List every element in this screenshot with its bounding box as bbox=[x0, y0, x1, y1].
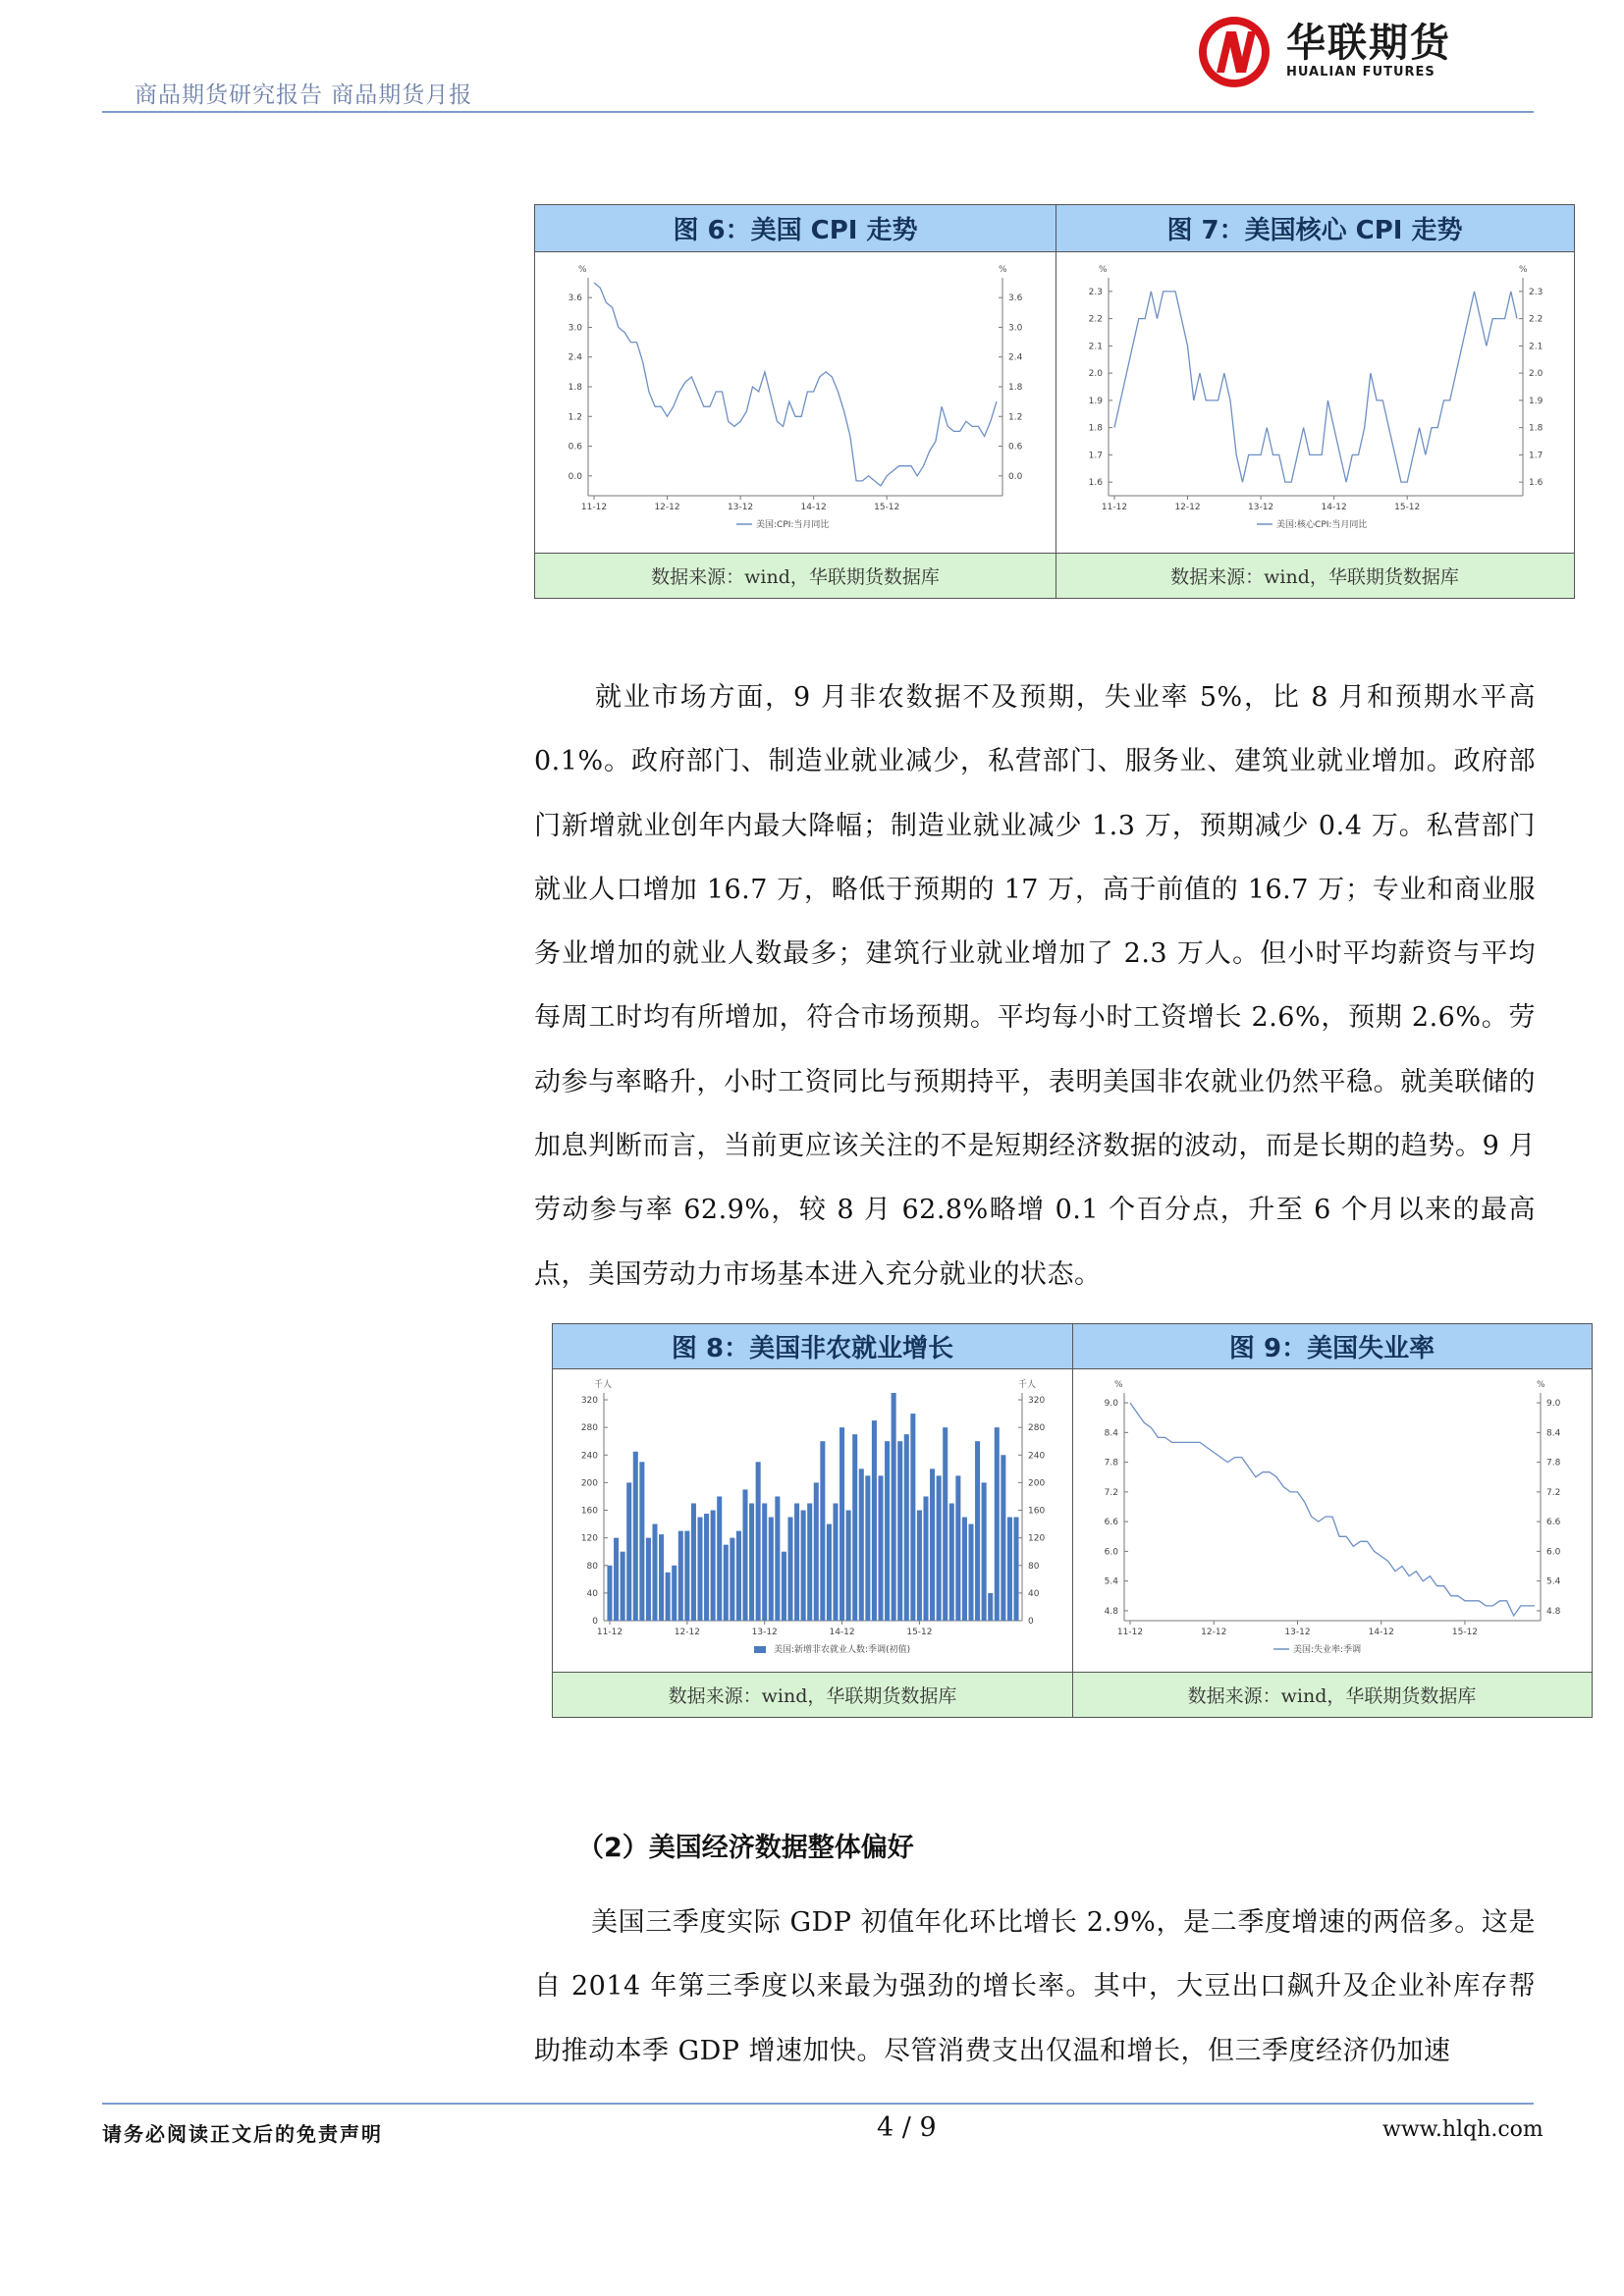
page-number: 4 / 9 bbox=[877, 2112, 937, 2143]
bar bbox=[614, 1538, 619, 1621]
y-tick-label-right: 1.7 bbox=[1529, 451, 1543, 461]
y-tick-label-right: 1.6 bbox=[1529, 478, 1543, 489]
logo-company-name-en: HUALIAN FUTURES bbox=[1286, 65, 1435, 80]
bar bbox=[626, 1482, 631, 1621]
y-tick-label-right: 0.0 bbox=[1008, 471, 1023, 482]
y-tick-label-left: 3.0 bbox=[568, 323, 582, 334]
y-tick-label-right: 9.0 bbox=[1546, 1399, 1561, 1410]
x-tick-label: 11-12 bbox=[596, 1628, 623, 1637]
y-tick-label-left: 2.3 bbox=[1088, 287, 1103, 297]
x-tick-label: 12-12 bbox=[1201, 1628, 1227, 1637]
bar bbox=[937, 1475, 942, 1621]
nonfarm-svg bbox=[561, 1375, 1065, 1670]
table-divider bbox=[1072, 1324, 1073, 1717]
bar bbox=[865, 1475, 870, 1621]
fig9-title: 图 9：美国失业率 bbox=[1072, 1324, 1592, 1369]
fig8-source: 数据来源：wind，华联期货数据库 bbox=[553, 1672, 1072, 1717]
bar bbox=[955, 1475, 960, 1621]
bar bbox=[652, 1524, 657, 1621]
bar bbox=[717, 1496, 722, 1621]
y-tick-label-right: 40 bbox=[1028, 1588, 1040, 1599]
bar bbox=[962, 1518, 967, 1621]
bar bbox=[646, 1538, 651, 1621]
bar bbox=[633, 1452, 638, 1621]
bar bbox=[787, 1518, 792, 1621]
bar bbox=[878, 1475, 883, 1621]
y-tick-label-left: 320 bbox=[580, 1396, 598, 1407]
series-line bbox=[1130, 1403, 1535, 1616]
y-tick-label-left: 120 bbox=[580, 1533, 598, 1544]
y-tick-label-left: 1.8 bbox=[1088, 423, 1103, 434]
bar bbox=[775, 1496, 780, 1621]
bar bbox=[827, 1524, 832, 1621]
footer-divider bbox=[102, 2103, 1534, 2105]
legend-label: 美国:核心CPI:当月同比 bbox=[1276, 520, 1368, 530]
footer-website-link[interactable]: www.hlqh.com bbox=[1382, 2117, 1543, 2142]
y-tick-label-right: 7.2 bbox=[1546, 1487, 1561, 1498]
y-tick-label-right: 200 bbox=[1028, 1478, 1046, 1489]
bar bbox=[872, 1420, 877, 1621]
figure-table-employment bbox=[552, 1323, 1593, 1718]
y-tick-label-left: 1.2 bbox=[568, 412, 582, 423]
bar bbox=[794, 1503, 799, 1621]
y-tick-label-left: 0 bbox=[592, 1617, 598, 1627]
fig6-title: 图 6：美国 CPI 走势 bbox=[535, 205, 1056, 252]
x-tick-label: 12-12 bbox=[674, 1628, 700, 1637]
bar bbox=[982, 1482, 987, 1621]
bar bbox=[782, 1552, 786, 1621]
x-tick-label: 13-12 bbox=[751, 1628, 778, 1637]
y-tick-label-right: 1.9 bbox=[1529, 396, 1543, 406]
header-divider bbox=[102, 111, 1534, 113]
x-tick-label: 15-12 bbox=[874, 503, 900, 512]
y-tick-label-right: 1.2 bbox=[1008, 412, 1023, 423]
legend-label: 美国:CPI:当月同比 bbox=[756, 520, 830, 530]
unit-label-left: 千人 bbox=[594, 1380, 613, 1390]
figure-table-cpi bbox=[534, 204, 1575, 599]
y-tick-label-right: 8.4 bbox=[1546, 1428, 1561, 1439]
y-tick-label-left: 200 bbox=[580, 1478, 598, 1489]
unit-label-right: % bbox=[1519, 265, 1528, 275]
bar bbox=[995, 1427, 1000, 1621]
y-tick-label-left: 6.6 bbox=[1104, 1518, 1118, 1528]
x-tick-label: 15-12 bbox=[1394, 503, 1421, 512]
y-tick-label-left: 7.2 bbox=[1104, 1487, 1118, 1498]
core_cpi-svg bbox=[1065, 260, 1566, 545]
y-tick-label-right: 2.1 bbox=[1529, 342, 1543, 352]
bar bbox=[975, 1441, 980, 1621]
y-tick-label-left: 7.8 bbox=[1104, 1458, 1118, 1468]
unit-label-left: % bbox=[1114, 1380, 1123, 1390]
bar bbox=[1013, 1518, 1018, 1621]
y-tick-label-right: 120 bbox=[1028, 1533, 1046, 1544]
fig7-source: 数据来源：wind，华联期货数据库 bbox=[1056, 553, 1574, 598]
y-tick-label-left: 2.2 bbox=[1088, 314, 1103, 325]
y-tick-label-right: 6.0 bbox=[1546, 1547, 1561, 1558]
bar bbox=[621, 1552, 625, 1621]
unit-label-left: % bbox=[578, 265, 587, 275]
bar bbox=[801, 1511, 806, 1621]
y-tick-label-left: 80 bbox=[586, 1561, 598, 1572]
x-tick-label: 14-12 bbox=[800, 503, 827, 512]
bar bbox=[839, 1427, 844, 1621]
employment-paragraph-text: 就业市场方面，9 月非农数据不及预期，失业率 5%，比 8 月和预期水平高 0.1%。政府部门、制造业就业减少，私营部门、服务业、建筑业就业增加。政府部门新增就业创年内最大降幅；制造业就业减少 1.3 万，预期减少 0.4 万。私营部门就业人口增加 16.7 万，略低于预期的 17 万，高于前值的 16.7 万；专业和商业服务业增加的就业人数最多；建筑行业就业增加了 2.3 万人。但小时平均薪资与平均每周工时均有所增加，符合市场预期。平均每小时工资增长 2.6%，预期 2.6%。劳动参与率略升，小时工资同比与预期持平，表明美国非农就业仍然平稳。就美联储的加息判断而言，当前更应该关注的不是短期经济数据的波动，而是长期的趋势。9 月劳动参与率 62.9%，较 8 月 62.8%略增 0.1 个百分点，升至 6 个月以来的最高点，美国劳动力市场基本进入充分就业的状态。 bbox=[534, 682, 1536, 1290]
bar bbox=[666, 1573, 671, 1621]
fig8-title: 图 8：美国非农就业增长 bbox=[553, 1324, 1072, 1369]
y-tick-label-right: 2.3 bbox=[1529, 287, 1543, 297]
y-tick-label-left: 3.6 bbox=[568, 294, 582, 304]
unit-label-right: 千人 bbox=[1018, 1380, 1037, 1390]
x-tick-label: 13-12 bbox=[1284, 1628, 1311, 1637]
y-tick-label-right: 160 bbox=[1028, 1506, 1046, 1517]
y-tick-label-left: 40 bbox=[586, 1588, 598, 1599]
bar bbox=[704, 1514, 709, 1621]
y-tick-label-right: 1.8 bbox=[1529, 423, 1543, 434]
x-tick-label: 11-12 bbox=[1116, 1628, 1144, 1637]
x-tick-label: 15-12 bbox=[906, 1628, 933, 1637]
section-heading: （2）美国经济数据整体偏好 bbox=[577, 1833, 914, 1863]
x-tick-label: 14-12 bbox=[829, 1628, 855, 1637]
bar bbox=[736, 1531, 741, 1621]
y-tick-label-left: 2.0 bbox=[1088, 369, 1103, 380]
x-tick-label: 13-12 bbox=[728, 503, 754, 512]
y-tick-label-left: 8.4 bbox=[1104, 1428, 1118, 1439]
chart-cpi bbox=[545, 260, 1046, 545]
y-tick-label-right: 4.8 bbox=[1546, 1606, 1561, 1617]
bar bbox=[769, 1518, 774, 1621]
bar bbox=[904, 1434, 909, 1621]
bar bbox=[1007, 1518, 1012, 1621]
unit-label-right: % bbox=[1537, 1380, 1545, 1390]
y-tick-label-right: 0.6 bbox=[1008, 442, 1023, 453]
y-tick-label-right: 7.8 bbox=[1546, 1458, 1561, 1468]
y-tick-label-left: 1.7 bbox=[1088, 451, 1103, 461]
fig7-title: 图 7：美国核心 CPI 走势 bbox=[1056, 205, 1574, 252]
unit-label-right: % bbox=[999, 265, 1007, 275]
y-tick-label-left: 5.4 bbox=[1104, 1576, 1118, 1587]
x-tick-label: 15-12 bbox=[1451, 1628, 1479, 1637]
bar bbox=[910, 1414, 915, 1621]
x-tick-label: 11-12 bbox=[1101, 503, 1128, 512]
y-tick-label-right: 240 bbox=[1028, 1451, 1046, 1462]
fig6-source: 数据来源：wind，华联期货数据库 bbox=[535, 553, 1056, 598]
unit-label-left: % bbox=[1099, 265, 1108, 275]
bar bbox=[639, 1462, 644, 1621]
logo-company-name-cn: 华联期货 bbox=[1286, 21, 1451, 66]
y-tick-label-left: 280 bbox=[580, 1423, 598, 1434]
bar bbox=[1001, 1455, 1005, 1621]
bar bbox=[672, 1566, 677, 1621]
legend-swatch bbox=[754, 1646, 766, 1653]
chart-core-cpi bbox=[1065, 260, 1566, 545]
bar bbox=[943, 1427, 947, 1621]
y-tick-label-right: 6.6 bbox=[1546, 1518, 1561, 1528]
bar bbox=[885, 1441, 890, 1621]
header-report-title: 商品期货研究报告 商品期货月报 bbox=[135, 82, 473, 108]
x-tick-label: 12-12 bbox=[1174, 503, 1201, 512]
x-tick-label: 11-12 bbox=[580, 503, 608, 512]
cpi-svg bbox=[545, 260, 1046, 545]
bar bbox=[859, 1468, 864, 1621]
bar bbox=[917, 1511, 922, 1621]
x-tick-label: 14-12 bbox=[1368, 1628, 1394, 1637]
bar bbox=[684, 1531, 689, 1621]
bar bbox=[833, 1503, 838, 1621]
x-tick-label: 12-12 bbox=[654, 503, 680, 512]
chart-unemployment bbox=[1081, 1375, 1584, 1670]
bar bbox=[678, 1531, 683, 1621]
fig9-source: 数据来源：wind，华联期货数据库 bbox=[1072, 1672, 1592, 1717]
bar bbox=[762, 1503, 767, 1621]
bar bbox=[724, 1545, 729, 1621]
y-tick-label-left: 1.8 bbox=[568, 383, 582, 393]
chart-nonfarm bbox=[561, 1375, 1065, 1670]
y-tick-label-left: 4.8 bbox=[1104, 1606, 1118, 1617]
bar bbox=[711, 1511, 716, 1621]
y-tick-label-right: 1.8 bbox=[1008, 383, 1023, 393]
bar bbox=[814, 1482, 819, 1621]
gdp-paragraph bbox=[534, 1891, 1536, 2083]
bar bbox=[691, 1503, 696, 1621]
y-tick-label-right: 80 bbox=[1028, 1561, 1040, 1572]
y-tick-label-right: 320 bbox=[1028, 1396, 1046, 1407]
y-tick-label-right: 5.4 bbox=[1546, 1576, 1561, 1587]
y-tick-label-right: 2.4 bbox=[1008, 352, 1023, 363]
bar bbox=[607, 1566, 612, 1621]
bar bbox=[730, 1538, 734, 1621]
bar bbox=[923, 1496, 928, 1621]
y-tick-label-right: 280 bbox=[1028, 1423, 1046, 1434]
bar bbox=[807, 1503, 812, 1621]
bar bbox=[930, 1468, 935, 1621]
y-tick-label-left: 0.6 bbox=[568, 442, 582, 453]
y-tick-label-left: 2.1 bbox=[1088, 342, 1103, 352]
y-tick-label-right: 3.6 bbox=[1008, 294, 1023, 304]
employment-paragraph bbox=[534, 666, 1536, 1307]
gdp-paragraph-text: 美国三季度实际 GDP 初值年化环比增长 2.9%，是二季度增速的两倍多。这是自 2014 年第三季度以来最为强劲的增长率。其中，大豆出口飙升及企业补库存帮助推动本季 GDP 增速加快。尽管消费支出仅温和增长，但三季度经济仍加速 bbox=[534, 1907, 1536, 2066]
y-tick-label-right: 2.2 bbox=[1529, 314, 1543, 325]
y-tick-label-left: 1.9 bbox=[1088, 396, 1103, 406]
bar bbox=[659, 1534, 664, 1621]
y-tick-label-left: 2.4 bbox=[568, 352, 582, 363]
series-line bbox=[594, 283, 997, 486]
bar bbox=[852, 1434, 857, 1621]
y-tick-label-right: 0 bbox=[1028, 1617, 1034, 1627]
bar bbox=[892, 1393, 896, 1621]
bar bbox=[949, 1503, 954, 1621]
y-tick-label-left: 240 bbox=[580, 1451, 598, 1462]
legend-label: 美国:失业率:季调 bbox=[1293, 1645, 1362, 1655]
bar bbox=[697, 1518, 702, 1621]
bar bbox=[756, 1462, 761, 1621]
y-tick-label-left: 9.0 bbox=[1104, 1399, 1118, 1410]
y-tick-label-right: 3.0 bbox=[1008, 323, 1023, 334]
y-tick-label-left: 6.0 bbox=[1104, 1547, 1118, 1558]
bar bbox=[749, 1503, 754, 1621]
legend-label: 美国:新增非农就业人数:季调(初值) bbox=[774, 1645, 911, 1655]
bar bbox=[897, 1441, 902, 1621]
bar bbox=[988, 1593, 993, 1621]
y-tick-label-right: 2.0 bbox=[1529, 369, 1543, 380]
x-tick-label: 14-12 bbox=[1321, 503, 1347, 512]
x-tick-label: 13-12 bbox=[1248, 503, 1274, 512]
y-tick-label-left: 0.0 bbox=[568, 471, 582, 482]
bar bbox=[742, 1489, 747, 1621]
bar bbox=[846, 1511, 851, 1621]
bar bbox=[968, 1524, 973, 1621]
y-tick-label-left: 160 bbox=[580, 1506, 598, 1517]
series-line bbox=[1114, 292, 1517, 482]
bar bbox=[820, 1441, 825, 1621]
y-tick-label-left: 1.6 bbox=[1088, 478, 1103, 489]
unemployment-svg bbox=[1081, 1375, 1584, 1670]
footer-disclaimer: 请务必阅读正文后的免责声明 bbox=[102, 2122, 383, 2146]
